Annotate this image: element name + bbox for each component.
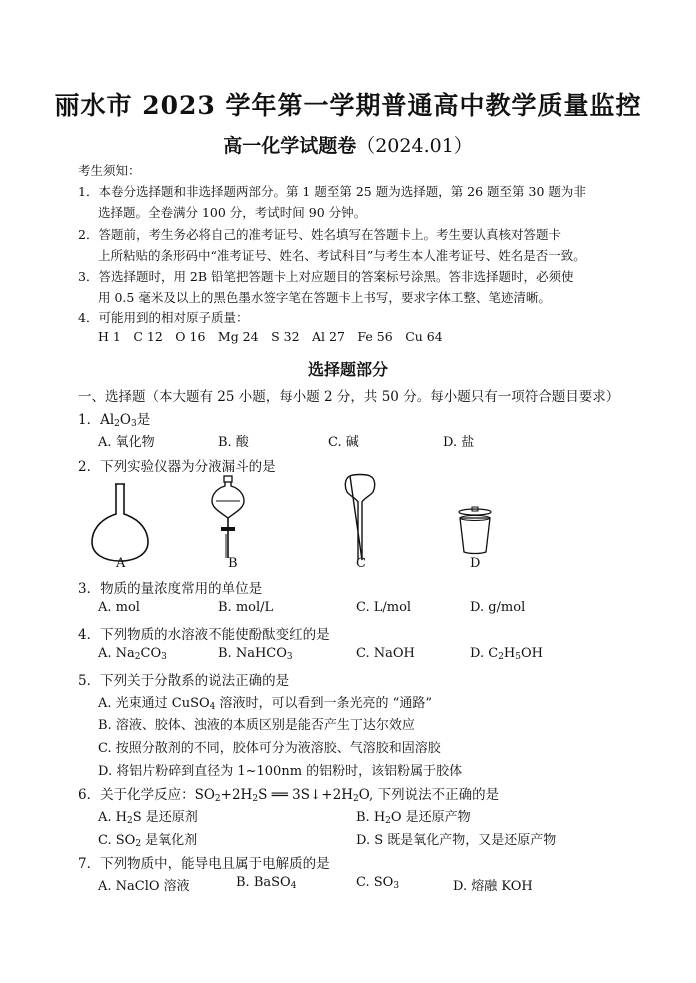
question-6-option-a: A. $H_2S$ 是还原剂 xyxy=(98,810,198,826)
section-heading: 选择题部分 xyxy=(307,360,388,379)
question-6-stem: 6．关于化学反应：$SO_2+2H_2S$ ══ $3S↓+2H_2O$, 下列说法不正确的是 xyxy=(78,787,500,804)
question-1-option-a: A. 氧化物 xyxy=(98,435,155,450)
notice-line: 4．可能用到的相对原子质量： xyxy=(78,310,249,325)
notice-line: 2．答题前，考生务必将自己的准考证号、姓名填写在答题卡上。考生要认真核对答题卡 xyxy=(78,227,561,242)
question-6-option-b: B. $H_2O$ 是还原产物 xyxy=(356,810,471,826)
question-6-option-d: D. S 既是氧化产物，又是还原产物 xyxy=(356,833,557,848)
question-3-stem: 3．物质的量浓度常用的单位是 xyxy=(78,581,263,597)
notice-line: 选择题。全卷满分 100 分，考试时间 90 分钟。 xyxy=(98,205,367,220)
notice-heading: 考生须知： xyxy=(78,163,141,178)
question-7-stem: 7．下列物质中，能导电且属于电解质的是 xyxy=(78,856,330,872)
question-1-stem: 1．$Al_2O_3$是 xyxy=(78,412,151,429)
question-3-option-c: C. L/mol xyxy=(356,600,412,615)
question-5-stem: 5．下列关于分散系的说法正确的是 xyxy=(78,673,290,689)
question-5-option-b: B. 溶液、胶体、浊液的本质区别是能否产生丁达尔效应 xyxy=(98,718,415,733)
subtitle-text: 高一化学试题卷 xyxy=(223,135,357,157)
notice-line: 3．答选择题时，用 2B 铅笔把答题卡上对应题目的答案标号涂黑。答非选择题时，必须使 xyxy=(78,269,574,284)
question-6-option-c: C. $SO_2$ 是氧化剂 xyxy=(98,833,198,849)
apparatus-label-b: B xyxy=(228,556,238,571)
question-3-option-b: B. mol/L xyxy=(218,600,274,615)
long-stem-funnel-icon xyxy=(342,472,378,562)
question-4-stem: 4．下列物质的水溶液不能使酚酞变红的是 xyxy=(78,627,330,643)
question-1-option-d: D. 盐 xyxy=(443,435,475,450)
notice-line: 1．本卷分选择题和非选择题两部分。第 1 题至第 25 题为选择题，第 26 题至第 30 题为非 xyxy=(78,184,586,199)
question-7-option-c: C. $SO_3$ xyxy=(356,875,400,891)
crucible-icon xyxy=(455,506,495,556)
question-7-option-d: D. 熔融 KOH xyxy=(453,879,533,894)
question-4-option-c: C. NaOH xyxy=(356,646,415,661)
exam-title: 丽水市 2023 学年第一学期普通高中教学质量监控 xyxy=(54,91,642,120)
exam-date: （2024.01） xyxy=(356,135,473,157)
question-5-option-d: D. 将铝片粉碎到直径为 1~100nm 的铝粉时，该铝粉属于胶体 xyxy=(98,764,463,779)
notice-line: 上所粘贴的条形码中“准考证号、姓名、考试科目”与考生本人准考证号、姓名是否一致。 xyxy=(98,248,586,263)
atomic-masses: H 1 C 12 O 16 Mg 24 S 32 Al 27 Fe 56 Cu 64 xyxy=(98,329,443,344)
question-7-option-a: A. NaClO 溶液 xyxy=(98,879,190,894)
separatory-funnel-icon xyxy=(210,474,246,562)
question-5-option-a: A. 光束通过 CuSO$_4$ 溶液时，可以看到一条光亮的 “通路” xyxy=(98,696,432,712)
question-4-option-a: A. $Na_2CO_3$ xyxy=(98,646,167,662)
apparatus-label-d: D xyxy=(470,556,481,571)
question-5-option-c: C. 按照分散剂的不同，胶体可分为液溶胶、气溶胶和固溶胶 xyxy=(98,741,441,756)
question-3-option-d: D. g/mol xyxy=(470,600,526,615)
question-3-option-a: A. mol xyxy=(98,600,140,615)
round-bottom-flask-icon xyxy=(90,482,150,562)
question-1-option-c: C. 碱 xyxy=(328,435,359,450)
question-7-option-b: B. BaSO$_4$ xyxy=(236,875,297,891)
section-intro: 一、选择题（本大题有 25 小题，每小题 2 分，共 50 分。每小题只有一项符合题目要求） xyxy=(78,389,620,405)
question-2-stem: 2．下列实验仪器为分液漏斗的是 xyxy=(78,459,276,475)
exam-subtitle xyxy=(0,131,696,158)
apparatus-label-c: C xyxy=(356,556,366,571)
question-1-option-b: B. 酸 xyxy=(218,435,249,450)
apparatus-label-a: A xyxy=(116,556,126,571)
question-4-option-d: D. $C_2H_5OH$ xyxy=(470,646,543,662)
notice-line: 用 0.5 毫米及以上的黑色墨水签字笔在答题卡上书写，要求字体工整、笔迹清晰。 xyxy=(98,290,551,305)
question-4-option-b: B. NaHCO$_3$ xyxy=(218,646,293,662)
